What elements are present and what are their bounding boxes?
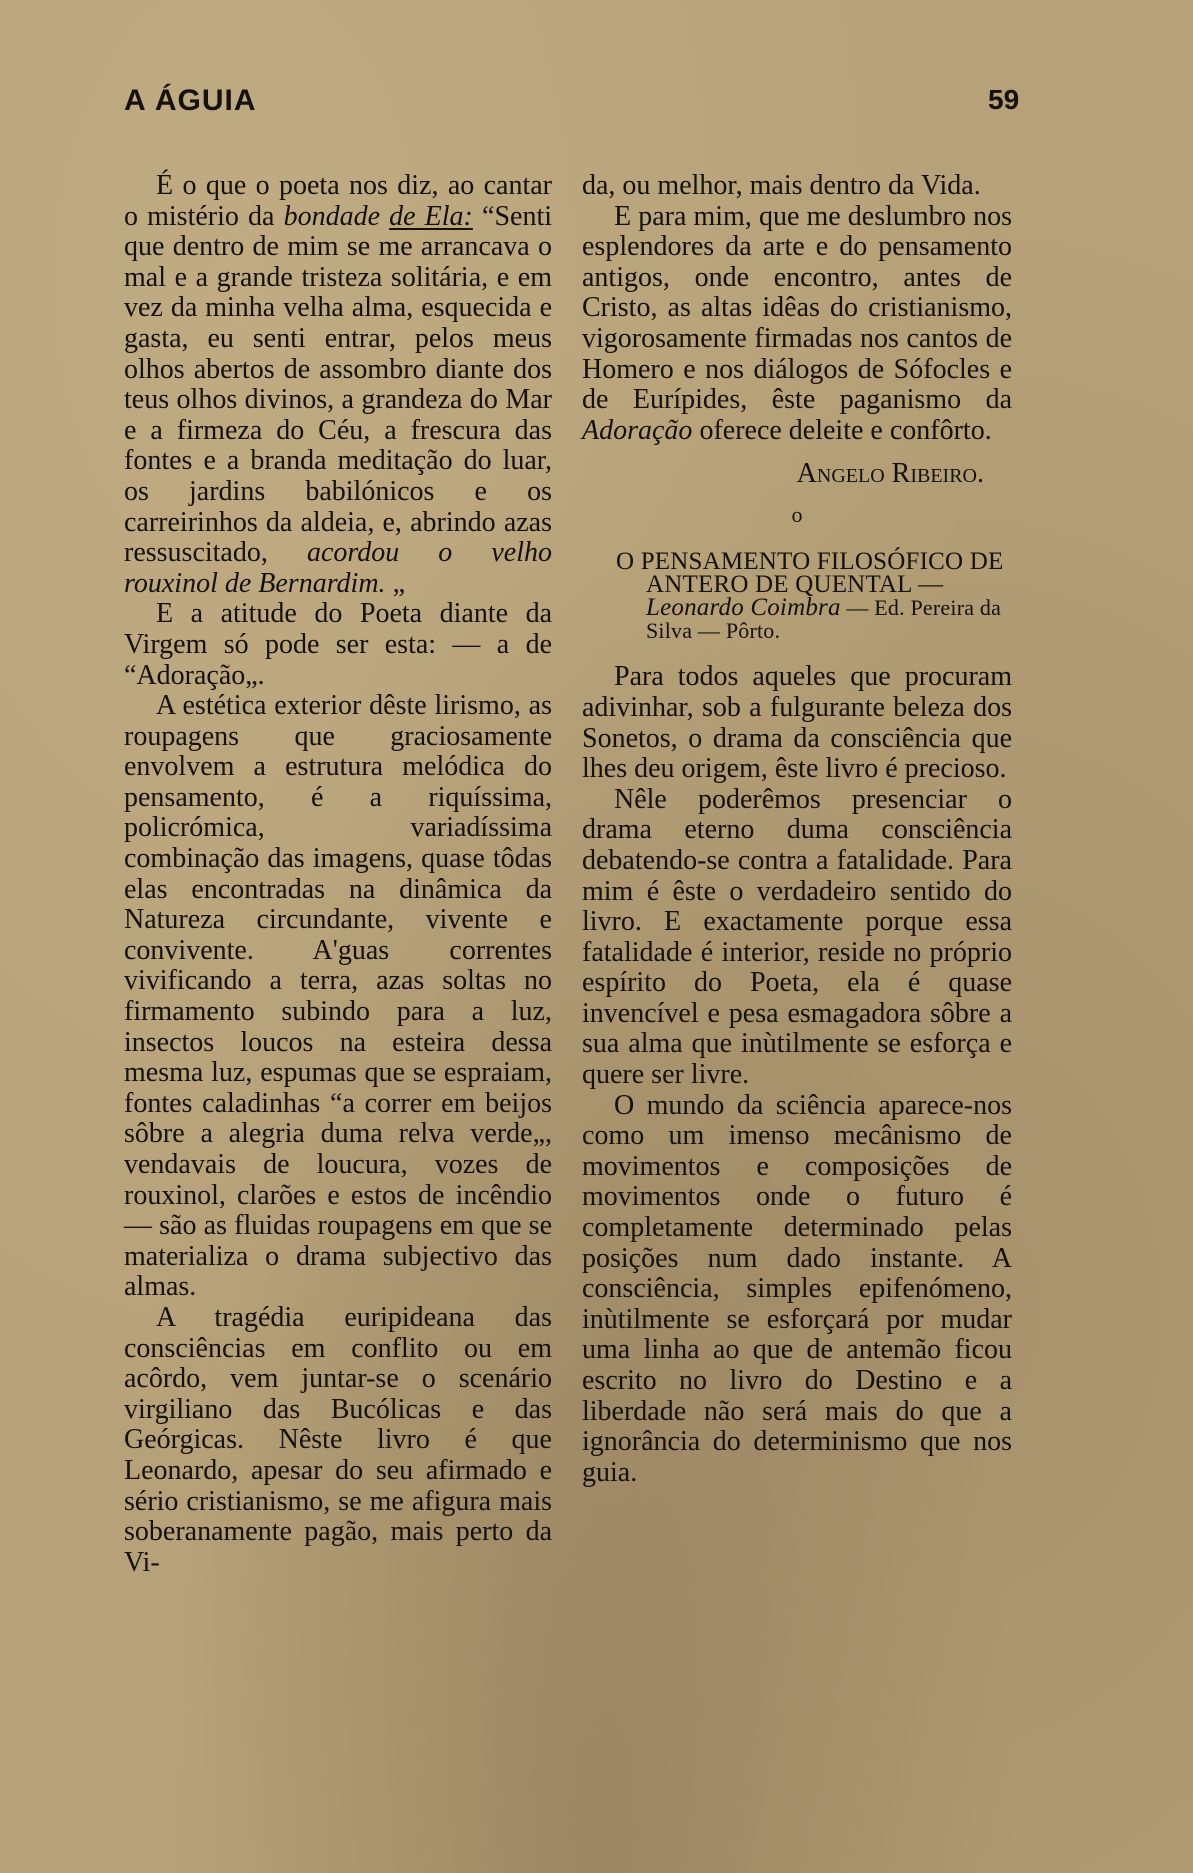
paragraph: E para mim, que me deslumbro nos esplendores da arte e do pensamento antigos, onde encontro, antes de Cristo, as altas idêas do cristianismo, vigorosamente firmadas nos cantos de Homero e nos diálogos de Sófocles e de Eurípides, êste paganismo da Adoração oferece deleite e confôrto. [582,200,1012,446]
left-column [124,171,552,1578]
book-review-heading: O PENSAMENTO FILOSÓFICO DE ANTERO DE QUENTAL — Leonardo Coimbra — Ed. Pereira da Silva — Pôrto. [616,548,1004,644]
paragraph: Nêle poderêmos presenciar o drama eterno duma consciência debatendo-se contra a fatalidade. Para mim é êste o verdadeiro sentido do livro. E exactamente porque essa fatalidade é interior, reside no próprio espírito do Poeta, ela é quase invencível e pesa esmagadora sôbre a sua alma que inùtilmente se esforça e quere ser livre. [582,783,1012,1091]
paragraph: É o que o poeta nos diz, ao cantar o mistério da bondade de Ela: “Senti que dentro de mim se me arrancava o mal e a grande tristeza solitária, e em vez da minha velha alma, esquecida e gasta, eu senti entrar, pelos meus olhos abertos de assombro diante dos teus olhos divinos, a grandeza do Mar e a firmeza do Céu, a frescura das fontes e a branda meditação do luar, os jardins babilónicos e os carreirinhos da aldeia, e, abrindo azas ressuscitado, acordou o velho rouxinol de Bernardim. „ [124,170,553,599]
paragraph: A estética exterior dêste lirismo, as roupagens que graciosamente envolvem a estrutura melódica do pensamento, é a riquíssima, policrómica, variadíssima combinação das imagens, quase tôdas elas encontradas na dinâmica da Natureza circundante, vivente e convivente. A'guas correntes vivificando a terra, azas soltas no firmamento subindo para a luz, insectos loucos na esteira dessa mesma luz, espumas que se espraiam, fontes caladinhas “a correr em beijos sôbre a alegria duma relva verde„, vendavais de loucura, vozes de rouxinol, clarões e estos de incêndio — são as fluidas roupagens em que se materializa o drama subjectivo das almas. [124,690,552,1303]
paragraph: A tragédia euripideana das consciências em conflito ou em acôrdo, vem juntar-se o scenário virgiliano das Bucólicas e das Geórgicas. Nêste livro é que Leonardo, apesar do seu afirmado e sério cristianismo, se me afigura mais soberanamente pagão, mais perto da Vi- [124,1301,552,1578]
running-head-journal: A ÁGUIA [124,84,257,117]
paragraph: da, ou melhor, mais dentro da Vida. [582,170,981,201]
page-number: 59 [988,84,1020,115]
section-separator: o [791,502,803,528]
paragraph: E a atitude do Poeta diante da Virgem só pode ser esta: — a de “Adoração„. [124,598,552,691]
paragraph: Para todos aqueles que procuram adivinhar, sob a fulgurante beleza dos Sonetos, o drama da consciência que lhes deu origem, êste livro é precioso. [582,661,1012,785]
paragraph: O mundo da sciência aparece-nos como um imenso mecânismo de movimentos e composições de movimentos onde o futuro é completamente determinado pelas posições num dado instante. A consciência, simples epifenómeno, inùtilmente se esforçará por mudar uma linha ao que de antemão ficou escrito no livro do Destino e a liberdade não será mais do que a ignorância do determinismo que nos guia. [582,1089,1012,1488]
right-column [582,171,1012,1488]
author-signature: Angelo Ribeiro. [796,458,984,490]
